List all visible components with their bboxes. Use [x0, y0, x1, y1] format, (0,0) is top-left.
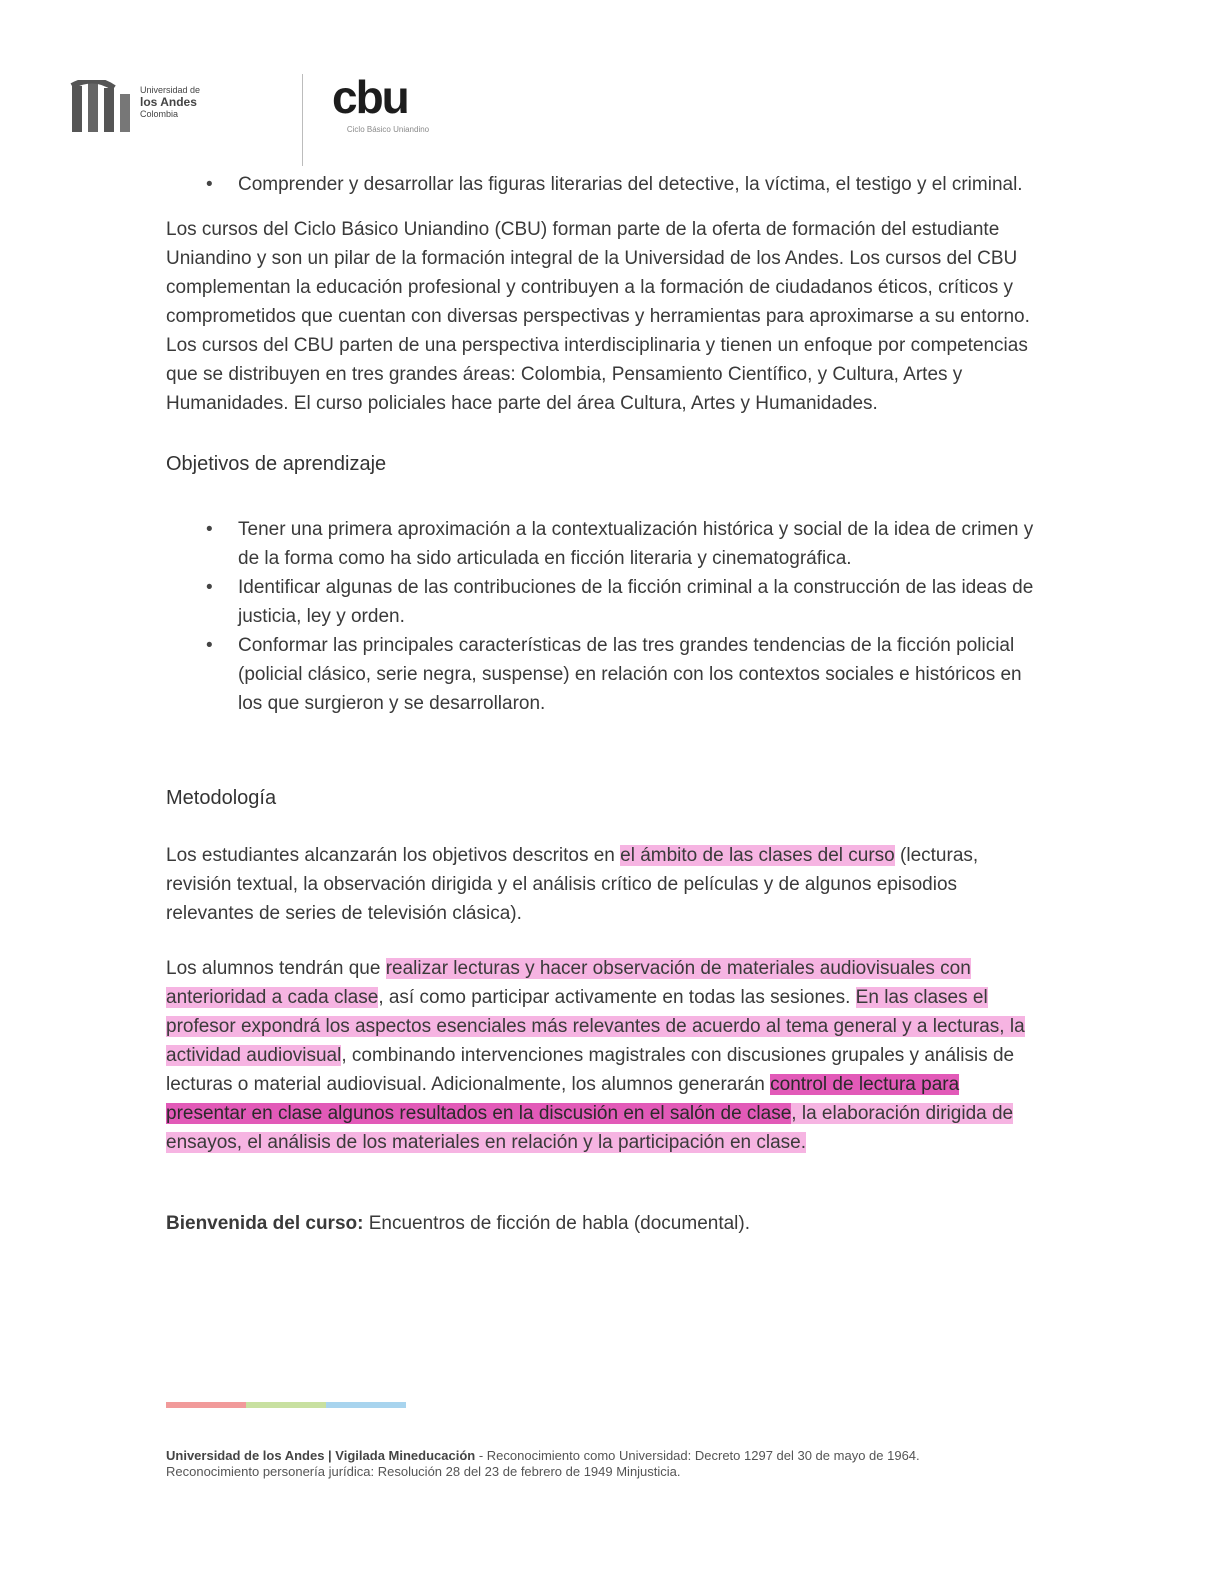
objectives-heading: Objetivos de aprendizaje [166, 453, 387, 475]
text-run: Los alumnos tendrán que [166, 958, 386, 979]
cbu-logo: cbu [332, 71, 408, 123]
highlight: realizar lecturas y hacer observación de materiales audiovisuales con anterioridad a cada clase [166, 958, 971, 1008]
logo-line: Universidad de [140, 85, 201, 95]
text-run: (lecturas, revisión textual, la observación dirigida y el análisis crítico de películas y de algunos episodios relevantes de series de televisión clásica). [166, 845, 979, 924]
page-header [70, 70, 470, 168]
intro-paragraph: Los cursos del Ciclo Básico Uniandino (CBU) forman parte de la oferta de formación del estudiante Uniandino y son un pilar de la formación integral de la Universidad de los Andes. Los cursos del CBU complementan la educación profesional y contribuyen a la formación de ciudadanos éticos, críticos y comprometidos que cuentan con diversas perspectivas y herramientas para aproximarse a su entorno. Los cursos del CBU parten de una perspectiva interdisciplinaria y tienen un enfoque por competencias que se distribuyen en tres grandes áreas: Colombia, Pensamiento Científico, y Cultura, Artes y Humanidades. El curso policiales hace parte del área Cultura, Artes y Humanidades. [166, 219, 1030, 414]
color-segment [166, 1402, 246, 1408]
footer-color-bar [166, 1402, 406, 1408]
footer-line-2: Reconocimiento personería jurídica: Resolución 28 del 23 de febrero de 1949 Minjusticia. [166, 1464, 681, 1479]
university-logo-text [140, 84, 270, 120]
list-item: • Tener una primera aproximación a la contextualización histórica y social de la idea de crimen y de la forma como ha sido articulada en ficción literaria y cinematográfica. [166, 515, 1038, 573]
objectives-list [166, 515, 1038, 718]
logo-line: los Andes [140, 95, 197, 109]
methodology-paragraph-2 [166, 954, 1038, 1157]
header-divider [302, 74, 303, 166]
university-logo-icon [70, 80, 132, 136]
footer-bold: Universidad de los Andes | Vigilada Mineducación [166, 1448, 476, 1463]
methodology-paragraph-1 [166, 841, 1038, 928]
cbu-subtitle: Ciclo Básico Uniandino [346, 125, 430, 134]
highlight: , la elaboración dirigida de ensayos, el análisis de los materiales en relación y la participación en clase. [166, 1103, 1014, 1153]
footer-line-1 [166, 1448, 1038, 1464]
highlight: En las clases el profesor expondrá los aspectos esenciales más relevantes de acuerdo al tema general y a lecturas, la actividad audiovisual [166, 987, 1025, 1066]
methodology-heading: Metodología [166, 787, 277, 809]
document-body [166, 170, 1038, 1238]
list-item: • Conformar las principales características de las tres grandes tendencias de la ficción policial (policial clásico, serie negra, suspense) en relación con los contextos sociales e históricos en los que surgieron y se desarrollaron. [166, 631, 1038, 718]
page-footer [166, 1448, 1038, 1480]
text-run: , combinando intervenciones magistrales con discusiones grupales y análisis de lecturas o material audiovisual. Adicionalmente, los alumnos generarán [166, 1045, 1015, 1095]
highlight: el ámbito de las clases del curso [620, 845, 895, 866]
logo-line: Colombia [140, 109, 179, 119]
footer-text: - Reconocimiento como Universidad: Decreto 1297 del 30 de mayo de 1964. [475, 1448, 920, 1463]
color-segment [326, 1402, 406, 1408]
top-bullet-list [166, 170, 1038, 199]
list-item: • Identificar algunas de las contribuciones de la ficción criminal a la construcción de las ideas de justicia, ley y orden. [166, 573, 1038, 631]
color-segment [246, 1402, 326, 1408]
list-item: • Comprender y desarrollar las figuras literarias del detective, la víctima, el testigo y el criminal. [166, 170, 1038, 199]
text-run: Los estudiantes alcanzarán los objetivos descritos en [166, 845, 621, 866]
course-value: Encuentros de ficción de habla (documental). [363, 1213, 751, 1234]
course-label: Bienvenida del curso: [166, 1213, 364, 1234]
course-line [166, 1209, 1038, 1238]
text-run: , así como participar activamente en todas las sesiones. [378, 987, 856, 1008]
highlight-strong: control de lectura para presentar en clase algunos resultados en la discusión en el salón de clase [166, 1074, 960, 1124]
